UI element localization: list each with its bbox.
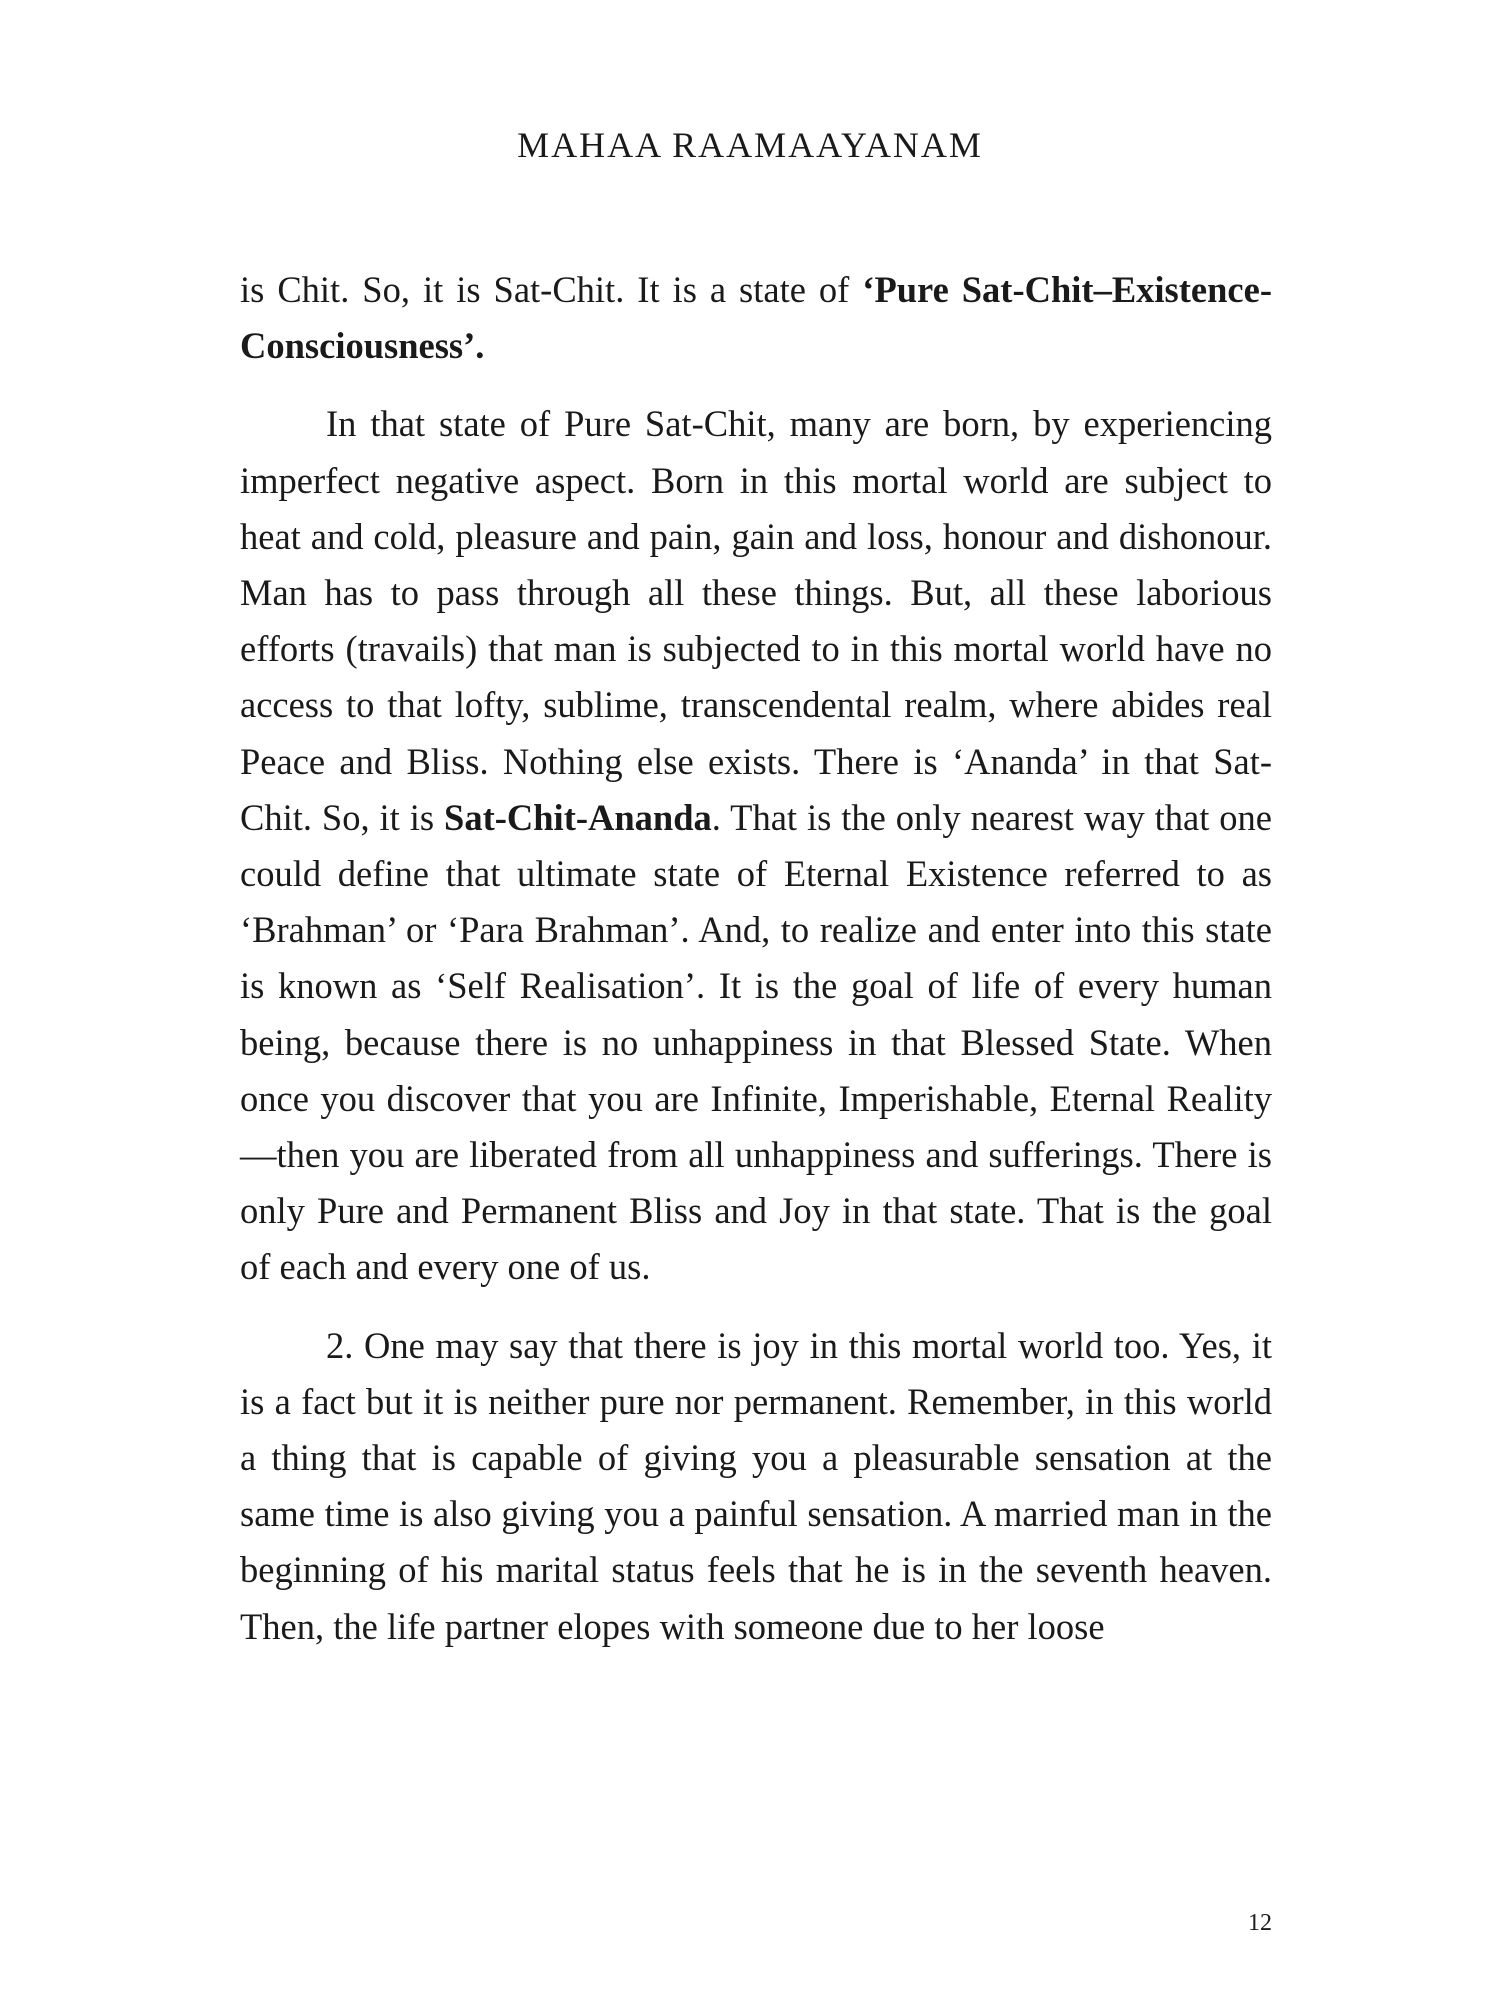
paragraph-2-bold-term: Sat-Chit-Ananda (444, 796, 712, 838)
body-text (240, 262, 1272, 1655)
paragraph-3 (240, 1318, 1272, 1655)
paragraph-2-text-a: In that state of Pure Sat-Chit, many are born, by experiencing imperfect negative aspect. Born in this mortal world are subject to heat and cold, pleasure and pain, gain and loss, honour and dishonour. Man has to pass through all these things. But, all these laborious efforts (travails) that man is subjected to in this mortal world have no access to that lofty, sublime, transcendental realm, where abides real Peace and Bliss. Nothing else exists. There is ‘Ananda’ in that Sat-Chit. So, it is (240, 403, 1272, 838)
page-number: 12 (1248, 1910, 1272, 1936)
paragraph-1 (240, 262, 1272, 374)
paragraph-2-text-b: . That is the only nearest way that one could define that ultimate state of Eternal Existence referred to as ‘Brahman’ or ‘Para Brahman’. And, to realize and enter into this state is known as ‘Self Realisation’. It is the goal of life of every human being, because there is no unhappiness in that Blessed State. When once you discover that you are Infinite, Imperishable, Eternal Reality—then you are liberated from all unhappiness and sufferings. There is only Pure and Permanent Bliss and Joy in that state. That is the goal of each and every one of us. (240, 796, 1272, 1288)
running-head: MAHAA RAAMAAYANAM (517, 125, 983, 165)
paragraph-2 (240, 396, 1272, 1295)
paragraph-1-text: is Chit. So, it is Sat-Chit. It is a state of (240, 269, 863, 310)
paragraph-3-text: 2. One may say that there is joy in this mortal world too. Yes, it is a fact but it is neither pure nor permanent. Remember, in this world a thing that is capable of giving you a pleasurable sensation at the same time is also giving you a painful sensation. A married man in the beginning of his marital status feels that he is in the seventh heaven. Then, the life partner elopes with someone due to her loose (240, 1324, 1272, 1647)
paragraph-1-bold-term: ‘Pure Sat-Chit–Existence-Consciousness’. (240, 269, 1272, 367)
